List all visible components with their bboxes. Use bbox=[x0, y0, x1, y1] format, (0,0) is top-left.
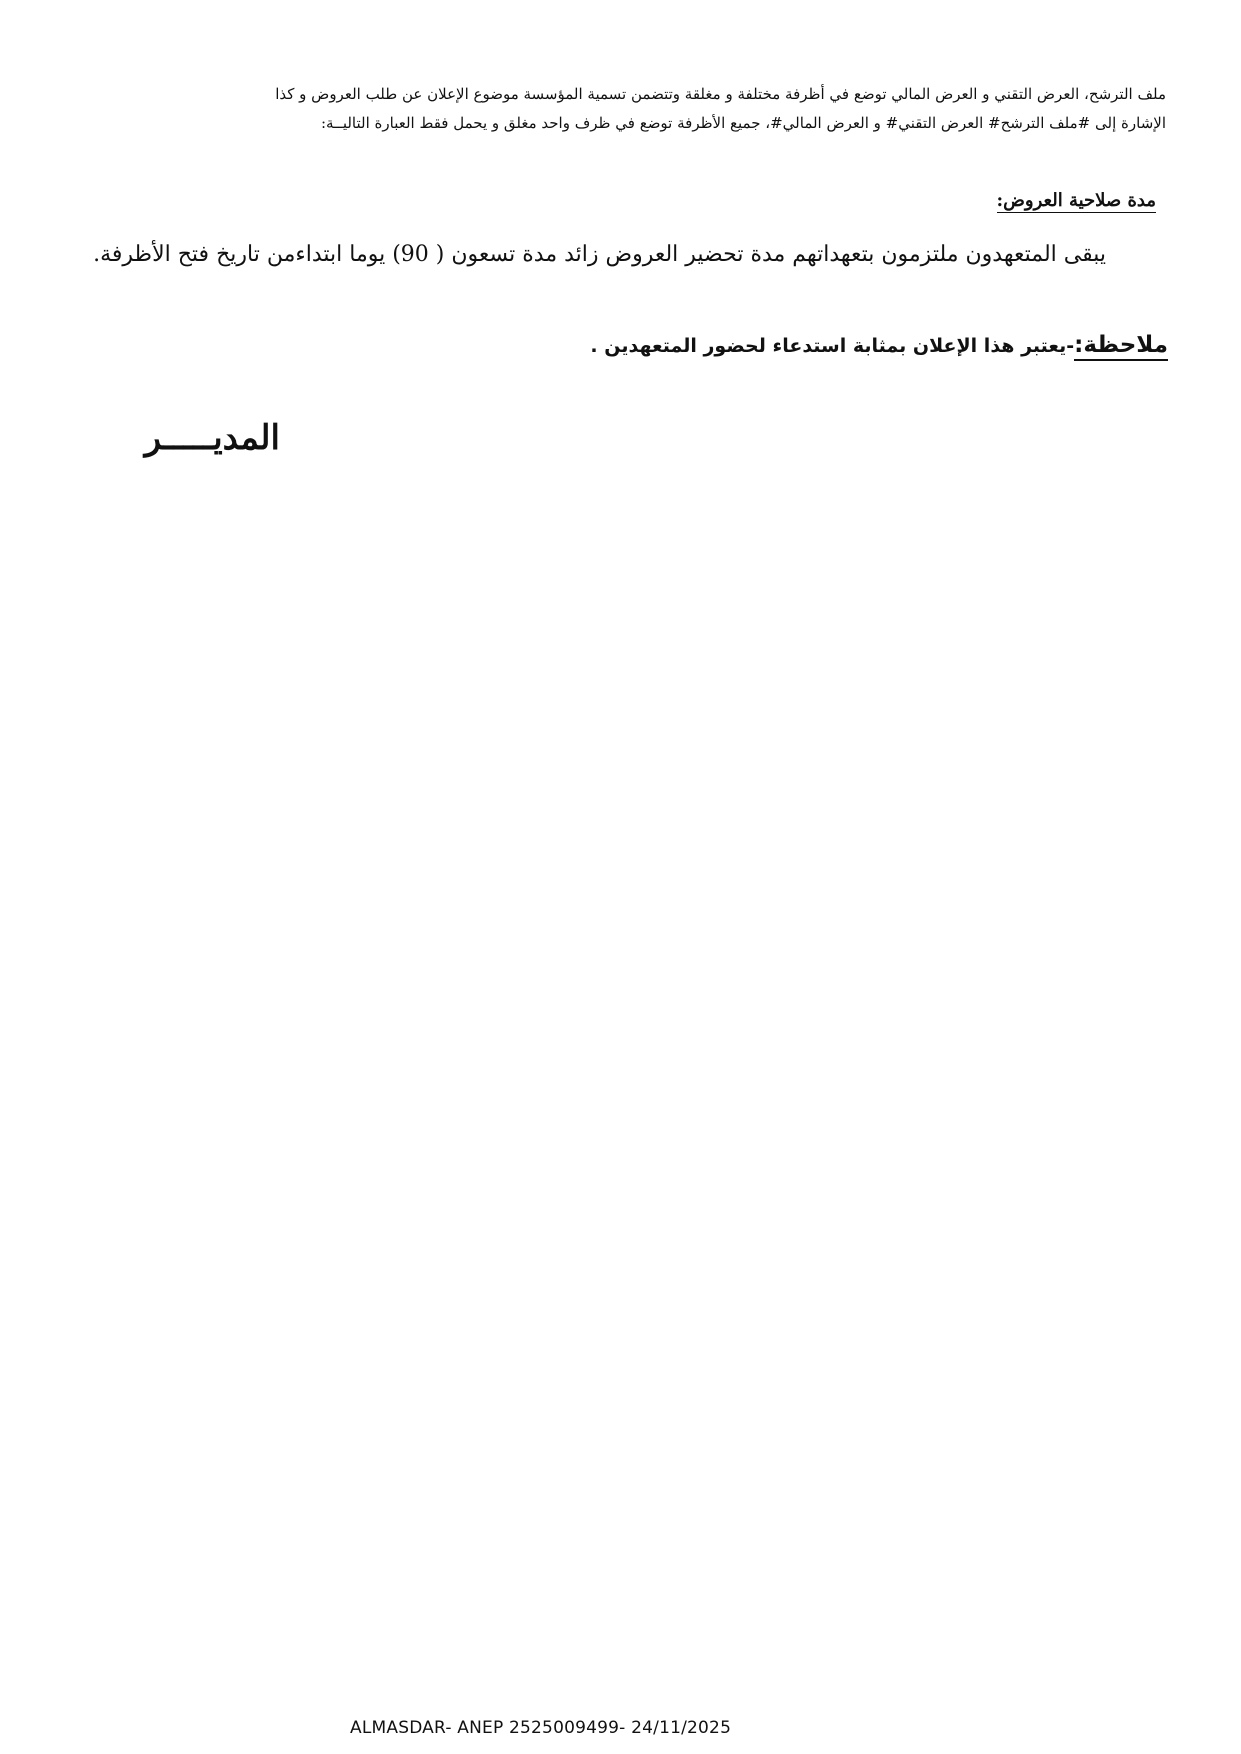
director-signature-title: المديـــــر bbox=[144, 418, 280, 458]
note-paragraph bbox=[560, 332, 1168, 358]
validity-heading-text: مدة صلاحية العروض: bbox=[996, 190, 1156, 211]
intro-line-2: الإشارة إلى #ملف الترشح# العرض التقني# و العرض المالي#، جميع الأظرفة توضع في ظرف واحد مغلق و يحمل فقط العبارة التاليــة: bbox=[320, 114, 1166, 132]
validity-heading bbox=[760, 190, 1156, 211]
intro-paragraph bbox=[74, 80, 1166, 138]
note-label: ملاحظة: bbox=[1074, 332, 1168, 361]
intro-line-1: ملف الترشح، العرض التقني و العرض المالي توضع في أظرفة مختلفة و مغلقة وتتضمن تسمية المؤسسة موضوع الإعلان عن طلب العروض و كذا bbox=[275, 85, 1166, 103]
note-text: -يعتبر هذا الإعلان بمثابة استدعاء لحضور المتعهدين . bbox=[590, 335, 1075, 357]
footer-reference: ALMASDAR- ANEP 2525009499- 24/11/2025 bbox=[350, 1718, 732, 1738]
validity-paragraph: يبقى المتعهدون ملتزمون بتعهداتهم مدة تحضير العروض زائد مدة تسعون ( 90) يوما ابتداءمن تاريخ فتح الأظرفة. bbox=[93, 242, 1106, 267]
